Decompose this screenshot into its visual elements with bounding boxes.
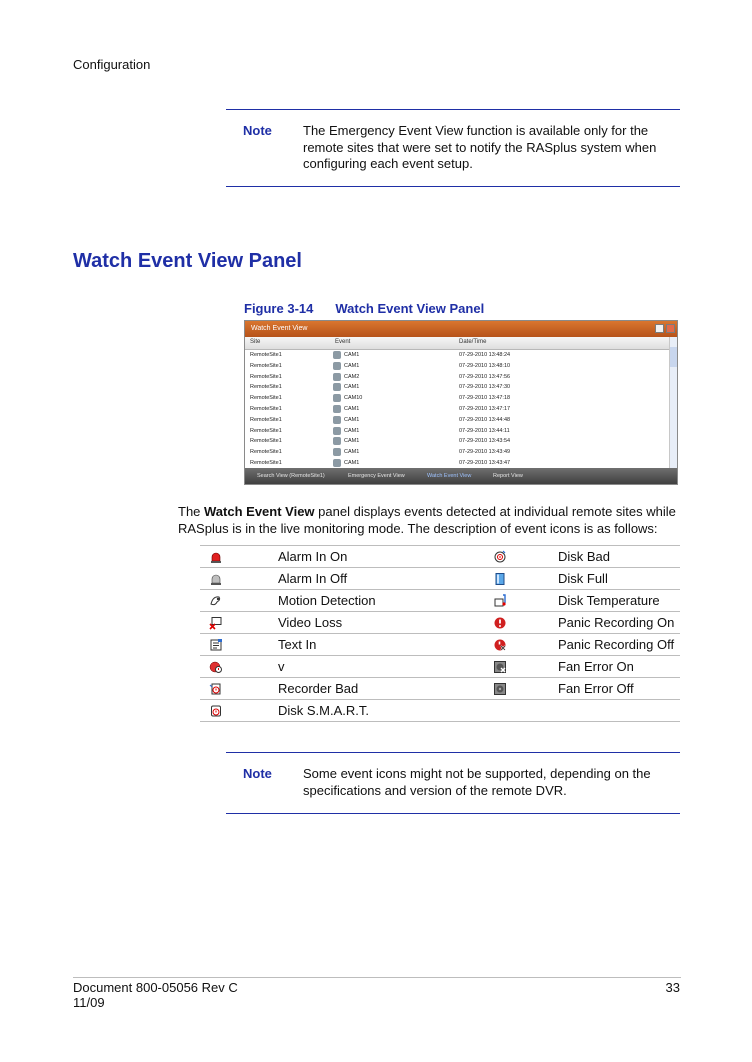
disk-temperature-icon <box>484 590 516 612</box>
icon-label: Panic Recording On <box>516 612 680 634</box>
icon-table-row <box>200 568 680 590</box>
icon-table-row <box>200 634 680 656</box>
note-text <box>303 123 673 173</box>
note-label: Note <box>243 123 272 138</box>
footer-document: Document 800-05056 Rev C <box>73 980 238 995</box>
page-header: Configuration <box>73 57 151 72</box>
row-event: CAM1 <box>344 362 360 369</box>
row-event: CAM1 <box>344 427 360 434</box>
table-row[interactable] <box>245 415 669 426</box>
row-datetime: 07-29-2010 13:48:24 <box>459 352 511 358</box>
row-site: RemoteSite1 <box>250 405 282 412</box>
icon-label: Fan Error Off <box>516 678 680 700</box>
icon-label: Disk Full <box>516 568 680 590</box>
row-datetime: 07-29-2010 13:44:48 <box>459 416 511 423</box>
table-row[interactable] <box>245 350 669 361</box>
row-site: RemoteSite1 <box>250 395 282 402</box>
row-site: RemoteSite1 <box>250 362 282 369</box>
note-line: specifications and version of the remote DVR. <box>303 782 567 798</box>
event-icon <box>333 351 341 359</box>
icon-label: Disk Temperature <box>516 590 680 612</box>
event-icon <box>333 459 341 467</box>
icon-table-row <box>200 546 680 568</box>
row-event: CAM1 <box>344 405 360 412</box>
column-datetime[interactable]: Date/Time <box>459 339 487 345</box>
row-datetime: 07-29-2010 13:43:47 <box>459 459 511 466</box>
column-site[interactable]: Site <box>250 339 261 345</box>
empty-cell <box>484 700 516 722</box>
section-title: Watch Event View Panel <box>73 250 302 272</box>
watch-event-view-screenshot <box>244 320 678 485</box>
video-loss-icon <box>200 612 232 634</box>
row-datetime: 07-29-2010 13:47:56 <box>459 373 511 380</box>
table-row[interactable] <box>245 361 669 372</box>
icon-label: Recorder Bad <box>232 678 484 700</box>
row-site: RemoteSite1 <box>250 416 282 423</box>
icon-label <box>516 700 680 722</box>
row-event: CAM2 <box>344 373 360 380</box>
panic-recording-on-icon <box>484 612 516 634</box>
row-event: CAM1 <box>344 416 360 423</box>
footer-divider <box>73 977 681 978</box>
row-datetime: 07-29-2010 13:48:10 <box>459 362 511 369</box>
table-row[interactable] <box>245 426 669 437</box>
row-datetime: 07-29-2010 13:43:54 <box>459 438 511 445</box>
note-line: remote sites that were set to notify the RASplus system when <box>303 139 657 155</box>
recorder-bad-icon <box>200 678 232 700</box>
column-event[interactable]: Event <box>335 339 351 345</box>
body-bold-term: Watch Event View <box>204 504 315 519</box>
row-event: CAM1 <box>344 352 360 358</box>
scrollbar[interactable] <box>669 337 678 468</box>
row-datetime: 07-29-2010 13:47:30 <box>459 384 511 391</box>
fan-error-on-icon <box>484 656 516 678</box>
figure-number: Figure 3-14 <box>244 301 314 316</box>
icon-label: Motion Detection <box>232 590 484 612</box>
tab-report-view[interactable]: Report View <box>493 473 523 479</box>
fan-error-off-icon <box>484 678 516 700</box>
note-box <box>226 109 680 187</box>
restore-icon[interactable] <box>655 324 664 333</box>
alarm-in-off-icon <box>200 568 232 590</box>
tab-watch-event-view[interactable]: Watch Event View <box>427 473 472 479</box>
figure-caption <box>244 301 484 316</box>
alarm-in-on-icon <box>200 546 232 568</box>
v-icon <box>200 656 232 678</box>
note-label: Note <box>243 766 272 781</box>
row-event: CAM1 <box>344 384 360 391</box>
row-site: RemoteSite1 <box>250 459 282 466</box>
note-line: configuring each event setup. <box>303 156 473 171</box>
table-row[interactable] <box>245 372 669 383</box>
panel-title-bar <box>245 321 677 337</box>
icon-label: Video Loss <box>232 612 484 634</box>
row-site: RemoteSite1 <box>250 384 282 391</box>
icon-label: Disk Bad <box>516 546 680 568</box>
row-site: RemoteSite1 <box>250 438 282 445</box>
disk-full-icon <box>484 568 516 590</box>
table-row[interactable] <box>245 393 669 404</box>
row-datetime: 07-29-2010 13:44:11 <box>459 427 510 434</box>
event-icon <box>333 373 341 381</box>
row-site: RemoteSite1 <box>250 352 282 358</box>
event-icon <box>333 405 341 413</box>
note-line: Some event icons might not be supported, depending on the <box>303 766 651 781</box>
icon-table-row <box>200 700 680 722</box>
icon-table-row <box>200 590 680 612</box>
note-text <box>303 766 673 799</box>
icon-label: Alarm In Off <box>232 568 484 590</box>
row-event: CAM1 <box>344 459 360 466</box>
row-datetime: 07-29-2010 13:43:49 <box>459 449 511 456</box>
panel-title: Watch Event View <box>251 325 308 332</box>
footer-doc-info <box>73 980 238 1010</box>
view-tab-bar <box>245 468 677 484</box>
event-icon <box>333 383 341 391</box>
icon-label: Fan Error On <box>516 656 680 678</box>
page-number: 33 <box>665 980 680 995</box>
table-row[interactable] <box>245 447 669 458</box>
icon-table-row <box>200 612 680 634</box>
icon-label: v <box>232 656 484 678</box>
icon-label: Alarm In On <box>232 546 484 568</box>
row-site: RemoteSite1 <box>250 449 282 456</box>
text-in-icon <box>200 634 232 656</box>
figure-title: Watch Event View Panel <box>335 301 485 316</box>
event-icon-table <box>200 545 680 722</box>
body-text: The <box>178 504 205 519</box>
note-box <box>226 752 680 814</box>
panic-recording-off-icon <box>484 634 516 656</box>
event-icon <box>333 362 341 370</box>
tab-search-view[interactable]: Search View (RemoteSite1) <box>257 473 325 479</box>
row-event: CAM10 <box>344 395 363 402</box>
table-row[interactable] <box>245 436 669 447</box>
note-line: The Emergency Event View function is available only for the <box>303 123 649 138</box>
row-datetime: 07-29-2010 13:47:17 <box>459 405 511 412</box>
icon-table-row <box>200 678 680 700</box>
event-icon <box>333 448 341 456</box>
icon-table-row <box>200 656 680 678</box>
disk-bad-icon <box>484 546 516 568</box>
row-event: CAM1 <box>344 438 360 445</box>
event-icon <box>333 427 341 435</box>
icon-label: Disk S.M.A.R.T. <box>232 700 484 722</box>
tab-emergency-event-view[interactable]: Emergency Event View <box>348 473 405 479</box>
row-site: RemoteSite1 <box>250 373 282 380</box>
disk-smart-icon <box>200 700 232 722</box>
event-icon <box>333 394 341 402</box>
body-text: panel displays events detected at individual remote sites while RASplus is in the live monitoring mode. The description of event icons is as follows: <box>178 504 676 536</box>
icon-label: Panic Recording Off <box>516 634 680 656</box>
row-event: CAM1 <box>344 449 360 456</box>
event-icon <box>333 437 341 445</box>
footer-date: 11/09 <box>73 995 105 1010</box>
event-rows <box>245 350 669 469</box>
panel-column-header <box>245 337 669 350</box>
scrollbar-thumb[interactable] <box>670 347 678 367</box>
body-paragraph <box>178 503 683 537</box>
event-icon <box>333 416 341 424</box>
close-icon[interactable] <box>666 324 675 333</box>
row-datetime: 07-29-2010 13:47:18 <box>459 395 511 402</box>
table-row[interactable] <box>245 404 669 415</box>
icon-label: Text In <box>232 634 484 656</box>
table-row[interactable] <box>245 382 669 393</box>
motion-detection-icon <box>200 590 232 612</box>
row-site: RemoteSite1 <box>250 427 282 434</box>
